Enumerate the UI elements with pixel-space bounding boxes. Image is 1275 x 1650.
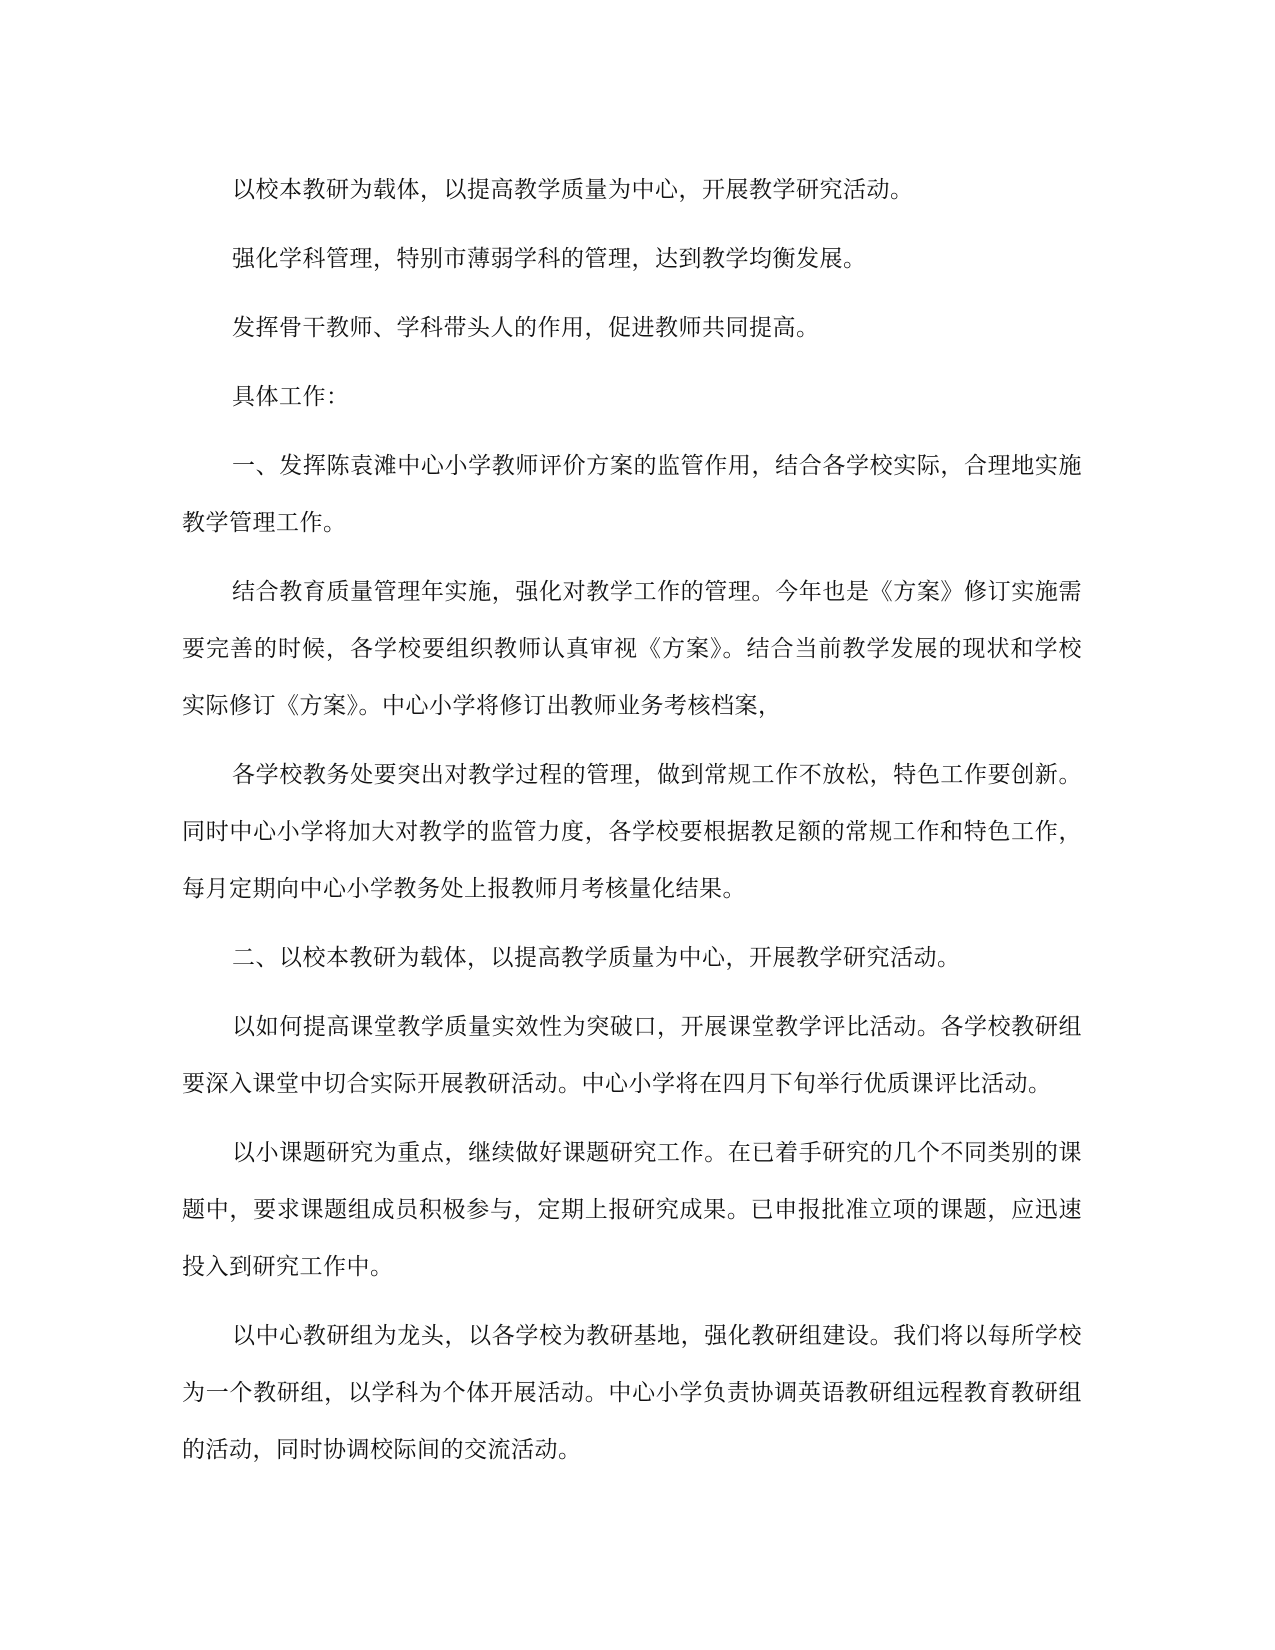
paragraph: 具体工作： <box>232 384 350 410</box>
paragraph: 以校本教研为载体，以提高教学质量为中心，开展教学研究活动。 <box>232 177 914 203</box>
paragraph: 以小课题研究为重点，继续做好课题研究工作。在已着手研究的几个不同类别的课题中，要求课题组成员积极参与，定期上报研究成果。已申报批准立项的课题，应迅速投入到研究工作中。 <box>182 1140 1082 1280</box>
paragraph: 二、以校本教研为载体，以提高教学质量为中心，开展教学研究活动。 <box>232 945 961 971</box>
paragraph: 结合教育质量管理年实施，强化对教学工作的管理。今年也是《方案》修订实施需要完善的时候，各学校要组织教师认真审视《方案》。结合当前教学发展的现状和学校实际修订《方案》。中心小学将修订出教师业务考核档案， <box>182 579 1082 719</box>
document-body <box>182 162 1082 1491</box>
paragraph: 发挥骨干教师、学科带头人的作用，促进教师共同提高。 <box>232 315 820 341</box>
paragraph: 一、发挥陈袁滩中心小学教师评价方案的监管作用，结合各学校实际，合理地实施教学管理工作。 <box>182 453 1082 536</box>
paragraph: 强化学科管理，特别市薄弱学科的管理，达到教学均衡发展。 <box>232 246 867 272</box>
paragraph: 以如何提高课堂教学质量实效性为突破口，开展课堂教学评比活动。各学校教研组要深入课堂中切合实际开展教研活动。中心小学将在四月下旬举行优质课评比活动。 <box>182 1014 1082 1097</box>
paragraph: 以中心教研组为龙头，以各学校为教研基地，强化教研组建设。我们将以每所学校为一个教研组，以学科为个体开展活动。中心小学负责协调英语教研组远程教育教研组的活动，同时协调校际间的交流活动。 <box>182 1323 1082 1463</box>
paragraph: 各学校教务处要突出对教学过程的管理，做到常规工作不放松，特色工作要创新。同时中心小学将加大对教学的监管力度，各学校要根据教足额的常规工作和特色工作，每月定期向中心小学教务处上报教师月考核量化结果。 <box>182 762 1082 902</box>
